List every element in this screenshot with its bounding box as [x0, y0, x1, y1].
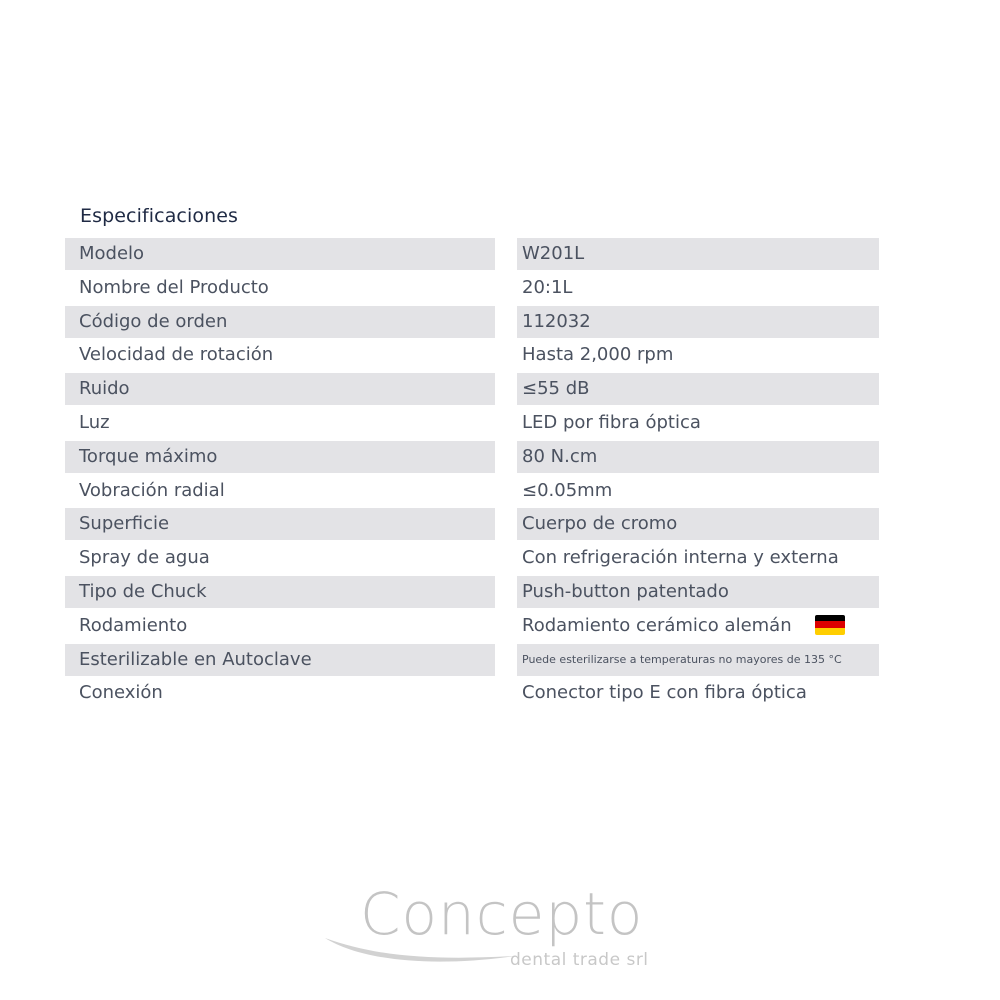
- spec-value: Con refrigeración interna y externa: [522, 547, 839, 569]
- spec-row-velocidad: [65, 339, 879, 373]
- spec-row-conexion: [65, 677, 879, 711]
- spec-value: 112032: [517, 306, 879, 338]
- spec-label: Código de orden: [65, 306, 495, 338]
- spec-value-with-flag: [517, 610, 879, 642]
- spec-label: Torque máximo: [65, 441, 495, 473]
- spec-value: 80 N.cm: [517, 441, 879, 473]
- spec-label: Velocidad de rotación: [79, 344, 274, 366]
- germany-flag-icon: [815, 615, 845, 635]
- logo-wordmark: Concepto: [360, 880, 644, 948]
- spec-label: Conexión: [79, 682, 163, 704]
- spec-value: ≤55 dB: [517, 373, 879, 405]
- spec-row-torque: [65, 441, 879, 475]
- spec-value: Push-button patentado: [517, 576, 879, 608]
- spec-label: Luz: [79, 411, 110, 433]
- spec-row-rodamiento: [65, 610, 879, 644]
- spec-row-modelo: [65, 238, 879, 272]
- spec-label: Rodamiento: [79, 614, 188, 636]
- spec-value: Conector tipo E con fibra óptica: [522, 682, 807, 704]
- spec-row-chuck: [65, 576, 879, 610]
- spec-label: Spray de agua: [79, 547, 210, 569]
- spec-label: Modelo: [65, 238, 495, 270]
- spec-value: ≤0.05mm: [522, 479, 613, 501]
- spec-value: 20:1L: [522, 276, 573, 298]
- spec-row-luz: [65, 407, 879, 441]
- spec-row-vibracion: [65, 475, 879, 509]
- spec-value: LED por fibra óptica: [522, 411, 701, 433]
- concepto-logo: [320, 880, 680, 980]
- spec-value: Rodamiento cerámico alemán: [522, 614, 792, 636]
- spec-row-superficie: [65, 508, 879, 542]
- spec-row-esterilizable: [65, 644, 879, 678]
- logo-tagline: dental trade srl: [510, 950, 649, 970]
- spec-value: Hasta 2,000 rpm: [522, 344, 674, 366]
- spec-label: Ruido: [65, 373, 495, 405]
- spec-label: Esterilizable en Autoclave: [65, 644, 495, 676]
- spec-row-nombre: [65, 272, 879, 306]
- spec-row-codigo: [65, 306, 879, 340]
- spec-label: Superficie: [65, 508, 495, 540]
- spec-row-ruido: [65, 373, 879, 407]
- spec-label: Tipo de Chuck: [65, 576, 495, 608]
- page-title: Especificaciones: [80, 205, 239, 227]
- spec-value: Cuerpo de cromo: [517, 508, 879, 540]
- spec-label: Vobración radial: [79, 479, 225, 501]
- spec-table: [65, 238, 879, 711]
- spec-label: Nombre del Producto: [79, 276, 269, 298]
- spec-value: Puede esterilizarse a temperaturas no mayores de 135 °C: [517, 644, 879, 676]
- spec-value: W201L: [517, 238, 879, 270]
- spec-row-spray: [65, 542, 879, 576]
